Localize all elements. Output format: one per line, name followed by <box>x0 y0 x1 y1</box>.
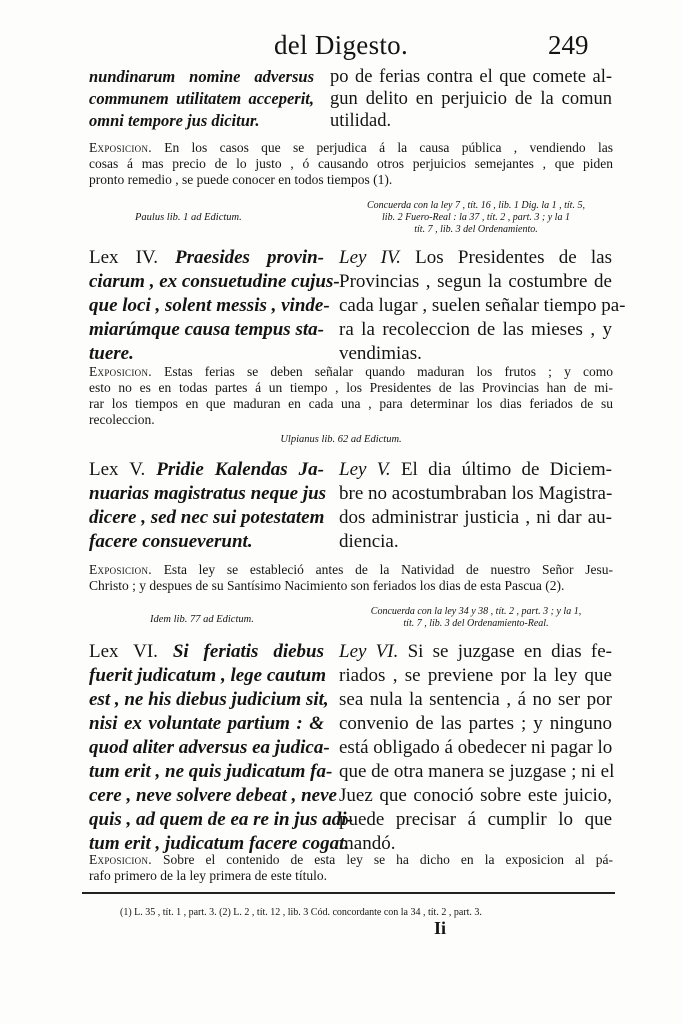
exposition-3 <box>89 562 613 594</box>
text-line: sea nula la sentencia , á no ser por <box>339 689 612 710</box>
exposition-label: Exposicion. <box>89 852 152 867</box>
text-line: mandó. <box>339 833 396 854</box>
footnote-rule <box>82 892 615 894</box>
text-line: est , ne his diebus judicium sit, <box>89 689 329 710</box>
text-line: cada lugar , suelen señalar tiempo pa- <box>339 295 626 316</box>
text-line: tum erit , judicatum facere cogat. <box>89 833 350 854</box>
concordance-2 <box>340 606 612 630</box>
text-line: Los Presidentes de las <box>415 247 612 268</box>
text-line: Estas ferias se deben señalar quando maduran los frutos ; y como <box>164 364 613 379</box>
exposition-label: Exposicion. <box>89 140 152 155</box>
text-line: Esta ley se estableció antes de la Natividad de nuestro Señor Jesu- <box>163 562 614 577</box>
text-line: gun delito en perjuicio de la comun <box>330 89 612 109</box>
text-line: communem utilitatem acceperit, <box>89 89 314 108</box>
text-line: dicere , sed nec sui potestatem <box>89 507 325 528</box>
lex-vi-latin <box>89 640 353 856</box>
text-line: lib. 2 Fuero-Real : la 37 , tít. 2 , part. 3 ; y la 1 <box>382 212 570 223</box>
text-line: tuere. <box>89 343 134 364</box>
text-line: cosas á mas precio de lo justo , ó causando otros perjuicios semejantes , que piden <box>89 156 613 171</box>
text-line: Praesides provin- <box>175 247 325 268</box>
text-line: ciarum , ex consuetudine cujus- <box>89 271 340 292</box>
text-line: recoleccion. <box>89 412 155 427</box>
signature-mark: Ii <box>434 918 447 938</box>
exposition-4 <box>89 852 613 884</box>
ley-heading: Ley V. <box>339 459 391 480</box>
text-line: que de otra manera se juzgase ; ni el <box>339 761 615 782</box>
text-line: rar los tiempos en que maduran en cada una , para determinar los dias feriados de su <box>89 396 613 411</box>
lex-iv-latin <box>89 246 340 366</box>
footnotes: (1) L. 35 , tít. 1 , part. 3. (2) L. 2 , tít. 12 , lib. 3 Cód. concordante con la 34 , tít. 2 , part. 3. <box>120 907 482 918</box>
text-line: cere , neve solvere debeat , neve <box>89 785 337 806</box>
latin-continuation <box>89 66 314 132</box>
text-line: bre no acostumbraban los Magistra- <box>339 483 613 504</box>
text-line: rafo primero de la ley primera de este título. <box>89 868 328 883</box>
spanish-continuation <box>330 66 612 132</box>
text-line: Pridie Kalendas Ja- <box>156 459 324 480</box>
text-line: que loci , solent messis , vinde- <box>89 295 330 316</box>
text-line: quod aliter adversus ea judica- <box>89 737 330 758</box>
text-line: Juez que conoció sobre este juicio, <box>339 785 612 806</box>
text-line: Sobre el contenido de esta ley se ha dicho en la exposicion al pá- <box>162 852 613 867</box>
concordance-1 <box>340 200 612 236</box>
exposition-label: Exposicion. <box>89 364 152 379</box>
exposition-label: Exposicion. <box>89 562 152 577</box>
text-line: Si se juzgase en dias fe- <box>407 641 613 662</box>
text-line: diencia. <box>339 531 399 552</box>
text-line: facere consueverunt. <box>89 531 253 552</box>
text-line: Si feriatis diebus <box>172 641 325 662</box>
text-line: Concuerda con la ley 7 , tít. 16 , lib. 1 Dig. la 1 , tít. 5, <box>367 200 585 211</box>
text-line: vendimias. <box>339 343 422 364</box>
ley-iv-spanish <box>339 246 626 366</box>
text-line: convenio de las partes ; y ninguno <box>339 713 612 734</box>
exposition-1 <box>89 140 613 188</box>
ley-heading: Ley IV. <box>339 247 401 268</box>
exposition-2 <box>89 364 613 428</box>
text-line: tum erit , ne quis judicatum fa- <box>89 761 333 782</box>
ley-heading: Ley VI. <box>339 641 399 662</box>
text-line: En los casos que se perjudica á la causa pública , vendiendo las <box>164 140 613 155</box>
page-number: 249 <box>548 30 589 60</box>
text-line: tít. 7 , lib. 3 del Ordenamiento-Real. <box>403 618 549 629</box>
text-line: po de ferias contra el que comete al- <box>330 67 612 87</box>
text-line: tít. 7 , lib. 3 del Ordenamiento. <box>414 224 538 235</box>
text-line: Concuerda con la ley 34 y 38 , tít. 2 , part. 3 ; y la 1, <box>370 606 582 617</box>
ley-v-spanish <box>339 458 612 554</box>
citation-ulpianus: Ulpianus lib. 62 ad Edictum. <box>280 434 402 445</box>
text-line: dos administrar justicia , ni dar au- <box>339 507 612 528</box>
text-line: nuarias magistratus neque jus <box>89 483 327 504</box>
lex-heading: Lex IV. <box>89 247 158 268</box>
text-line: fuerit judicatum , lege cautum <box>89 665 326 686</box>
text-line: omni tempore jus dicitur. <box>89 111 260 130</box>
lex-v-latin <box>89 458 327 554</box>
text-line: Provincias , segun la costumbre de <box>339 271 612 292</box>
text-line: pronto remedio , se puede conocer en todos tiempos (1). <box>89 172 393 187</box>
citation-idem: Idem lib. 77 ad Edictum. <box>150 614 254 625</box>
text-line: utilidad. <box>330 111 392 131</box>
running-title: del Digesto. <box>273 30 409 60</box>
text-line: riados , se previene por la ley que <box>339 665 612 686</box>
text-line: nisi ex voluntate partium : & <box>89 713 324 734</box>
citation-paulus: Paulus lib. 1 ad Edictum. <box>135 212 242 223</box>
text-line: El dia último de Diciem- <box>400 459 613 480</box>
text-line: ra la recoleccion de las mieses , y <box>339 319 612 340</box>
text-line: esto no es en todas partes á un tiempo , los Presidentes de las Provincias han de mi- <box>89 380 613 395</box>
text-line: nundinarum nomine adversus <box>89 67 314 86</box>
text-line: puede precisar á cumplir lo que <box>339 809 612 830</box>
text-line: Christo ; y despues de su Santísimo Nacimiento son feriados los dias de esta Pascua (2). <box>89 578 565 593</box>
lex-heading: Lex V. <box>89 459 146 480</box>
text-line: miarúmque causa tempus sta- <box>89 319 324 340</box>
lex-heading: Lex VI. <box>89 641 158 662</box>
text-line: quis , ad quem de ea re in jus adi- <box>89 809 353 830</box>
text-line: está obligado á obedecer ni pagar lo <box>339 737 613 758</box>
ley-vi-spanish <box>339 640 615 856</box>
